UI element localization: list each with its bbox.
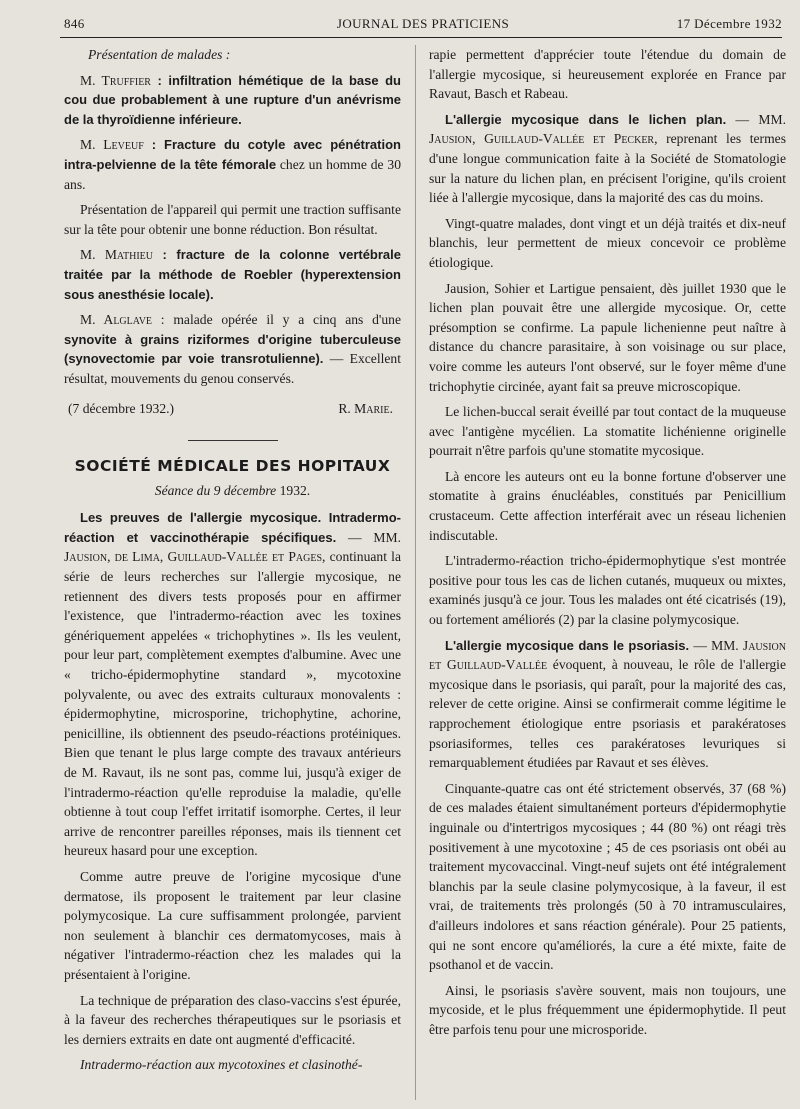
paragraph-intradermo-reaction: L'intradermo-réaction tricho-épidermophytique s'est montrée positive pour tous les cas de lichen cutanés, muqueux ou mixtes, examinés jusqu'à ce jour. Tous les malades ont été cicatrisés (19), ou fortement améliorés (2) par la clasine polymycosique. [429, 553, 786, 628]
seance-line [64, 481, 401, 501]
author: M. Mathieu [80, 247, 154, 263]
paragraph-text: continuant la série de leurs recherches sur l'allergie mycosique, ne retiennent des divers tests proposés pour en affirmer l'existence, que l'intradermo-réaction avec les toxines génériquement appelées « trichophytines ». Ils les veulent, pour leur part, complètement exemptes d'albumine. Avec une « tricho-épidermophytine standard », mycotoxine polyvalente, ou avec des extraits culturaux monovalents : épidermophytine, microsporine, trichophytine, achorine, penicilline, ils obtiennent des pseudo-réactions protéiniques. Bien que tenant le plus large compte des travaux antérieurs de M. Ravaut, ils ne sont pas, comme lui, jusqu'à exiger de l'intradermo-réaction qu'elle reproduise la maladie, qu'elle obtienne à tout coup l'effet irritatif isomorphe. Certes, il leur arrive de rencontrer pareilles réponses, mais ils tiennent cet heureux hasard pour une exception. [64, 549, 401, 859]
column-divider [415, 45, 416, 1100]
paragraph-continuation: rapie permettent d'apprécier toute l'étendue du domain de l'allergie mycosique, si heureusement explorée en France par Ravaut, Basch et Rabeau. [429, 47, 786, 102]
paragraph-autre-preuve: Comme autre preuve de l'origine mycosique d'une dermatose, ils proposent le traitement par leur clasine polymycosique. La cure suffisamment prolongée, parvient non seulement à blanchir ces dermatomycoses, mais à négativer l'intradermo-réaction chez les malades qui la présentaient à l'origine. [64, 868, 401, 982]
entry-text-end: — Excellent résultat, mouvements du genou conservés. [64, 351, 401, 386]
entry-text: chez un homme de 30 ans. [64, 156, 401, 192]
paragraph-conclusion: Ainsi, le psoriasis s'avère souvent, mais non toujours, une mycoside, et le plus fréquemment une épidermophytide. Il peut être parfois tenu pour une microsporide. [429, 982, 786, 1037]
entry-leveuf-detail: Présentation de l'appareil qui permit une traction suffisante sur la tête pour obtenir une bonne réduction. Bon résultat. [64, 202, 401, 237]
paragraph-psoriasis [429, 636, 786, 773]
paragraph-heading: L'allergie mycosique dans le lichen plan. [445, 111, 727, 127]
left-column [64, 45, 401, 1075]
author: M. Truffier [80, 72, 151, 88]
seance-year: 1932. [276, 482, 311, 498]
signature: R. Marie. [338, 400, 393, 416]
entry-leveuf [64, 135, 401, 194]
seance-prefix: Séance du 9 décembre [154, 482, 277, 498]
author: M. Leveuf [80, 137, 144, 153]
paragraph-technique: La technique de préparation des claso-vaccins s'est épurée, à la faveur des recherches thérapeutiques sur le psoriasis et les derniers extraits en date ont augmenté d'efficacité. [64, 992, 401, 1047]
paragraph-text: évoquent, à nouveau, le rôle de l'allergie mycosique dans le psoriasis, qui paraît, pour la majorité des cas, relever de cette origine. Ainsi se confirmerait comme légitime le rapprochement étiologique entre psoriasis et parakératoses psoriasiformes, telles ces parakératoses levuriques si remarquablement étudiées par Ravaut et ses élèves. [429, 657, 786, 771]
entry-truffier [64, 71, 401, 130]
paragraph-vingt-quatre: Vingt-quatre malades, dont vingt et un déjà traités et dix-neuf blanchis, leur permettent de mieux concevoir ce problème étiologique. [429, 215, 786, 270]
entry-text: : malade opérée il y a cinq ans d'une [152, 312, 401, 328]
paragraph-stomatite: Là encore les auteurs ont eu la bonne fortune d'observer une stomatite à grains énucléables, constitués par Penicillium crustaceum. Cette affection interférait avec un réseau lichenien indiscutable. [429, 468, 786, 543]
paragraph-preuves [64, 508, 401, 861]
journal-title: JOURNAL DES PRATICIENS [336, 16, 510, 31]
paragraph-authors: — MM. Jausion, de Lima, Guillaud-Vallée et Pages, [64, 529, 402, 565]
paragraph-jausion: Jausion, Sohier et Lartigue pensaient, dès juillet 1930 que le lichen plan pouvait être une allergide mycosique. Or, cette présomption se confirme. La papule lichenienne peut naître à distance du chancre parasitaire, à son voisinage ou sur place, voire comme les auteurs l'ont observé, sur le foyer même d'une trichophytie circinée, ayant fait sa preuve microscopique. [429, 280, 786, 394]
paragraph-lichen-buccal: Le lichen-buccal serait éveillé par tout contact de la muqueuse avec l'antigène mycélien. La stomatite lichénienne originelle pourrait n'être parfois qu'une stomatite mycosique. [429, 404, 786, 459]
entry-text-bold: synovite à grains riziformes d'origine tuberculeuse (synovectomie par voie transrotulienne). [64, 331, 401, 367]
page-header [64, 16, 782, 38]
page-number: 846 [64, 16, 85, 31]
paragraph-heading: Les preuves de l'allergie mycosique. Intradermo-réaction et vaccinothérapie spécifiques. [64, 510, 401, 545]
entry-text: : fracture de la colonne vertébrale traitée par la méthode de Roebler (hyperextension sous anesthésie locale). [64, 247, 402, 302]
report-date: (7 décembre 1932.) [68, 400, 175, 416]
paragraph-text: reprenant les termes d'une longue communication faite à la Société de Stomatologie sur la nature du lichen plan, en précisent l'origine, qu'ils croient liée à l'allergie mycosique, dans la majorité des cas du moins. [429, 131, 786, 206]
right-column [429, 45, 786, 1046]
society-title: SOCIÉTÉ MÉDICALE DES HOPITAUX [74, 457, 391, 476]
paragraph-heading: L'allergie mycosique dans le psoriasis. [445, 637, 690, 653]
paragraph-intradermo: Intradermo-réaction aux mycotoxines et clasinothé- [80, 1057, 363, 1073]
paragraph-cinquante-quatre: Cinquante-quatre cas ont été strictement observés, 37 (68 %) de ces malades étaient simultanément porteurs d'épidermophytie inguinale ou d'intertrigos mycosiques ; 44 (80 %) ont réagi très positivement à une mycotoxine ; 45 de ces psoriasis ont obéi au traitement mycovaccinal. Vingt-neuf sujets ont été intégralement blanchis par la seule clasine polymycosique, à la faveur, il est vrai, de traitements très prolongés (50 à 70 intramusculaires, d'ailleurs indolores et sans réaction générale). Pour 25 patients, qui ne sont encore qu'améliorés, la cure a été mixte, faite de psothanol et de vaccin. [429, 780, 786, 973]
entry-text-bold: : Fracture du cotyle avec pénétration intra-pelvienne de la tête fémorale [64, 137, 401, 172]
entry-mathieu [64, 245, 401, 304]
header-rule [60, 37, 782, 38]
entry-text: : infiltration hémétique de la base du cou due probablement à une rupture d'un anévrisme de la thyroïdienne inférieure. [64, 72, 401, 127]
issue-date: 17 Décembre 1932 [676, 16, 782, 31]
paragraph-authors: — MM. Jausion et Guillaud-Vallée [429, 637, 786, 673]
author: M. Alglave [80, 312, 153, 328]
paragraph-authors: — MM. Jausion, Guillaud-Vallée et Pecker, [429, 111, 786, 147]
presentation-heading: Présentation de malades : [88, 47, 231, 62]
paragraph-lichen [429, 110, 786, 208]
entry-alglave [64, 310, 401, 388]
dateline [64, 399, 401, 419]
section-separator [188, 440, 278, 441]
